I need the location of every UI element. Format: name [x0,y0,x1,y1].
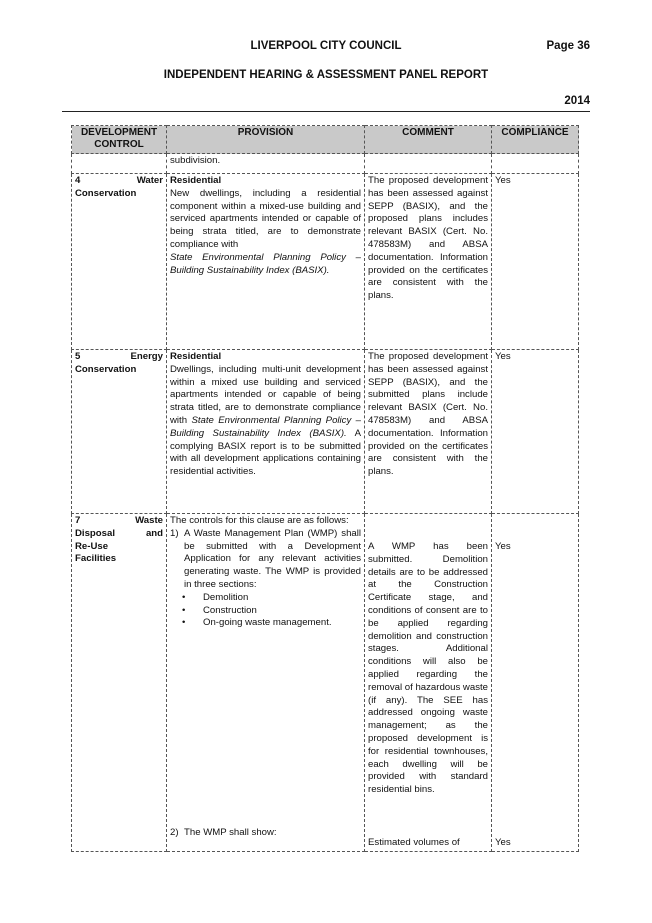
comment-cell: The proposed development has been assessed against SEPP (BASIX), and the submitted plans include relevant BASIX (Cert. No. 478583M) and ABSA documentation. Information provided on the certificates are consistent with the plans. [365,350,492,514]
column-header-comment: COMMENT [365,126,492,154]
item-number: 1) [170,527,179,539]
compliance-cell: Yes [492,350,579,514]
report-title: INDEPENDENT HEARING & ASSESSMENT PANEL REPORT [163,69,489,81]
provision-heading: Residential [170,351,222,362]
controls-table [71,125,579,852]
control-name: Conservation [75,363,137,375]
provision-item [170,827,277,840]
waste-sections-list [170,592,361,630]
control-number: 5 [75,351,81,362]
control-name: Conservation [75,187,137,199]
header-rule [62,111,590,112]
provision-heading: Residential [170,175,222,186]
control-name: Disposal [75,527,115,539]
control-cell [72,350,167,514]
provision-cell: subdivision. [167,154,365,174]
table-row [72,154,579,174]
control-name: Water [136,175,163,186]
control-name: Waste [135,515,163,526]
provision-policy: State Environmental Planning Policy – Building Sustainability Index (BASIX). [170,414,361,439]
comment-cell [365,514,492,852]
item-number: 2) [170,827,179,839]
compliance-value: Yes [495,837,511,849]
list-item: • On-going waste management. [203,617,361,630]
compliance-cell [492,154,579,174]
provision-text: Dwellings, including multi-unit development within a mixed use building and serviced apartments intended or capable of being strata titled, are to demonstrate compliance with [170,363,361,426]
compliance-cell [492,514,579,852]
item-text: The WMP shall show: [184,827,277,839]
table-row [72,350,579,514]
control-number: 7 [75,515,81,526]
control-name: and [145,527,163,539]
control-cell [72,174,167,350]
provision-text: A complying BASIX report is to be submitted with all development applications containing residential activities. [170,427,361,478]
list-item: • Construction [203,605,361,618]
comment-cell [365,154,492,174]
table-row [72,174,579,350]
provision-cell [167,174,365,350]
provision-policy: State Environmental Planning Policy – Building Sustainability Index (BASIX). [170,251,361,276]
comment-cell: The proposed development has been assessed against SEPP (BASIX), and the proposed plans includes relevant BASIX (Cert. No. 478583M) and ABSA documentation. Information provided on the certificates are consistent with the plans. [365,174,492,350]
provision-intro: The controls for this clause are as follows: [170,515,349,526]
column-header-provision: PROVISION [167,126,365,154]
compliance-cell: Yes [492,174,579,350]
council-name: LIVERPOOL CITY COUNCIL [250,40,402,52]
control-name: Re-Use [75,540,109,552]
provision-text: New dwellings, including a residential component within a mixed-use building and serviced apartments intended or capable of being strata titled, are to demonstrate compliance with [170,187,361,250]
page-number: Page 36 [546,40,590,52]
comment-text: A WMP has been submitted. Demolition details are to be addressed at the Construction Certificate stage, and conditions of consent are to be applied regarding demolition and construction stages. Additional conditions will also be applied regarding the removal of hazardous waste (if any). The SEE has addressed ongoing waste management; as the proposed development is for residential townhouses, each dwelling will be provided with standard residential bins. [368,541,488,796]
provision-cell [167,350,365,514]
control-cell [72,154,167,174]
table-header-row [72,126,579,154]
column-header-control: DEVELOPMENT CONTROL [72,126,167,154]
comment-text: Estimated volumes of [368,837,460,849]
compliance-value: Yes [495,541,511,552]
table-row [72,514,579,852]
column-header-compliance: COMPLIANCE [492,126,579,154]
control-name: Energy [130,351,163,362]
control-cell [72,514,167,852]
provision-item [170,528,361,592]
item-text: A Waste Management Plan (WMP) shall be submitted with a Development Application for any relevant activities generating waste. The WMP is provided in three sections: [184,527,361,590]
provision-cell [167,514,365,852]
list-item: • Demolition [203,592,361,605]
control-number: 4 [75,175,81,186]
report-year: 2014 [564,95,590,107]
control-name: Facilities [75,553,117,565]
